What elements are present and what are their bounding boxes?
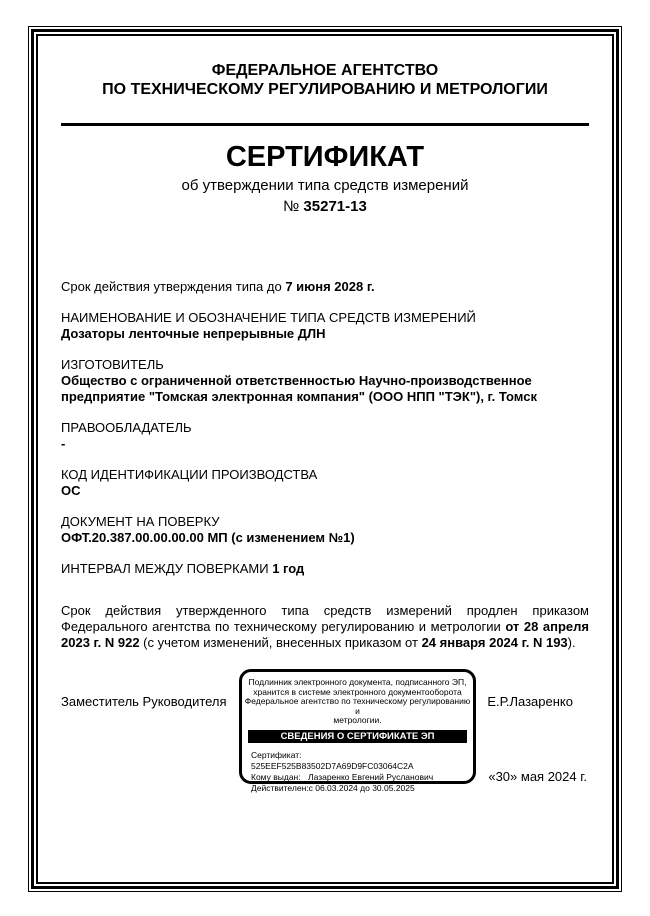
signature-date: «30» мая 2024 г.: [488, 769, 587, 784]
prolongation-order-date-2: 24 января 2024 г. N 193: [421, 635, 568, 650]
stamp-header-line: метрологии.: [333, 715, 382, 725]
validity-label: Срок действия утверждения типа до: [61, 279, 286, 294]
verification-interval-line: [61, 561, 589, 577]
stamp-certificate-row: [251, 750, 469, 772]
field-label: ИЗГОТОВИТЕЛЬ: [61, 357, 164, 372]
agency-name-line2: ПО ТЕХНИЧЕСКОМУ РЕГУЛИРОВАНИЮ И МЕТРОЛОГИИ: [102, 81, 548, 98]
certificate-content: [38, 36, 612, 882]
field-rights-holder: [61, 420, 589, 452]
validity-date: 7 июня 2028 г.: [285, 279, 375, 294]
signer-name: Е.Р.Лазаренко: [487, 694, 573, 709]
stamp-detail-value: 525EEF525B83502D7A69D9FC03064C2A: [251, 760, 414, 771]
stamp-detail-label: Кому выдан:: [251, 771, 301, 782]
stamp-valid-row: [251, 783, 469, 794]
certificate-title: СЕРТИФИКАТ: [225, 141, 425, 173]
certificate-subtitle: об утверждении типа средств измерений: [181, 177, 469, 194]
signature-area: [61, 668, 589, 793]
interval-label: ИНТЕРВАЛ МЕЖДУ ПОВЕРКАМИ: [61, 561, 273, 576]
interval-value: 1 год: [272, 561, 305, 576]
prolongation-text: Срок действия утвержденного типа средств измерений продлен приказом Федерального агентства по техническому регулированию и метрологии: [61, 603, 589, 634]
field-type-name: [61, 310, 589, 342]
stamp-detail-value: с 06.03.2024 до 30.05.2025: [308, 782, 415, 793]
stamp-details: [251, 750, 469, 794]
field-value: ОС: [61, 483, 81, 498]
stamp-header-line: Подлинник электронного документа, подписанного ЭП,: [248, 677, 467, 687]
prolongation-order-date-1: от 28 апреля 2023 г. N 922: [61, 619, 590, 650]
header-divider: [61, 123, 589, 126]
stamp-detail-label: Сертификат:: [251, 749, 302, 760]
prolongation-text: (с учетом изменений, внесенных приказом от: [139, 635, 422, 650]
stamp-detail-label: Действителен:: [251, 782, 309, 793]
border-frame-inner: [36, 34, 614, 884]
digital-signature-stamp: [239, 669, 476, 793]
certificate-number-prefix: №: [283, 198, 304, 215]
validity-line: [61, 279, 589, 295]
field-label: НАИМЕНОВАНИЕ И ОБОЗНАЧЕНИЕ ТИПА СРЕДСТВ ИЗМЕРЕНИЙ: [61, 310, 476, 325]
field-label: ДОКУМЕНТ НА ПОВЕРКУ: [61, 514, 220, 529]
stamp-detail-value: Лазаренко Евгений Русланович: [308, 771, 434, 782]
certificate-number-value: 35271-13: [303, 198, 367, 215]
stamp-header-text: [242, 678, 473, 726]
field-value: Общество с ограниченной ответственностью Научно-производственное предприятие "Томская электронная компания" (ООО НПП "ТЭК"), г. Томск: [61, 373, 537, 404]
field-label: КОД ИДЕНТИФИКАЦИИ ПРОИЗВОДСТВА: [61, 467, 318, 482]
stamp-title-bar: СВЕДЕНИЯ О СЕРТИФИКАТЕ ЭП: [248, 730, 467, 743]
prolongation-paragraph: [61, 603, 589, 651]
border-frame-middle: [31, 29, 619, 889]
prolongation-text: ).: [567, 635, 576, 650]
agency-name-line1: ФЕДЕРАЛЬНОЕ АГЕНТСТВО: [211, 62, 439, 79]
stamp-header-line: Федеральное агентство по техническому регулированию и: [244, 696, 471, 716]
stamp-issued-to-row: [251, 772, 469, 783]
signer-position: Заместитель Руководителя: [61, 694, 227, 709]
field-label: ПРАВООБЛАДАТЕЛЬ: [61, 420, 192, 435]
field-manufacturer: [61, 357, 589, 405]
stamp-header-line: хранится в системе электронного документооборота: [253, 686, 462, 697]
border-frame-outer: [28, 26, 622, 892]
field-value: Дозаторы ленточные непрерывные ДЛН: [61, 326, 326, 341]
field-production-code: [61, 467, 589, 499]
field-verification-document: [61, 514, 589, 546]
field-value: -: [61, 436, 66, 451]
field-value: ОФТ.20.387.00.00.00.00 МП (с изменением №1): [61, 530, 355, 545]
certificate-number: [61, 198, 589, 216]
